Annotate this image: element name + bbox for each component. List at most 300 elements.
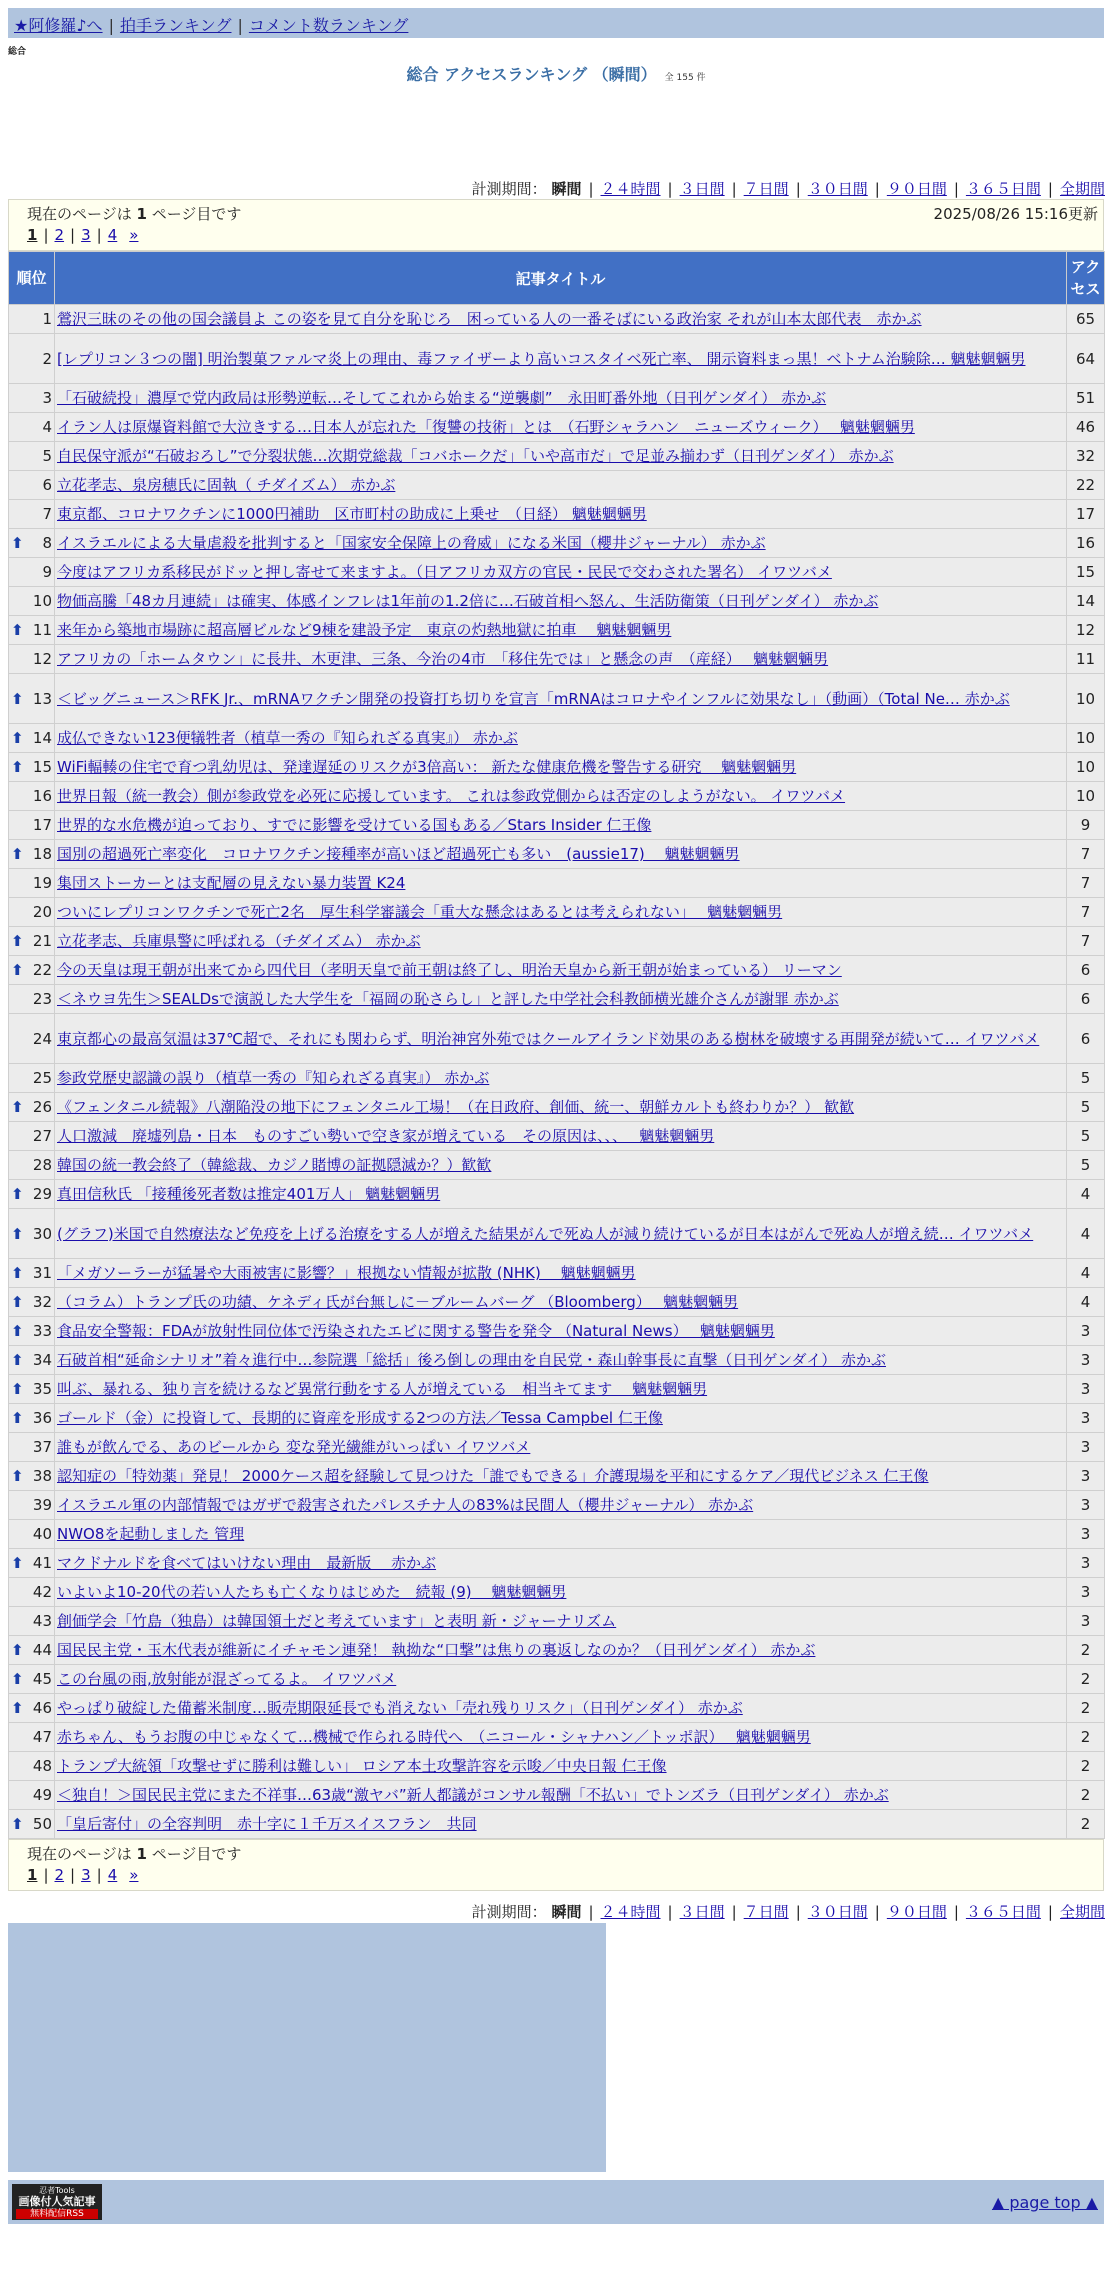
footer-bar: [8, 2180, 1104, 2224]
article-title-link[interactable]: 叫ぶ、暴れる、独り言を続けるなど異常行動をする人が増えている 相当キてます 魑魅魍魎男: [57, 1380, 708, 1398]
nav-separator: |: [237, 16, 243, 35]
rank-cell: [9, 1180, 55, 1209]
rank-cell: [9, 927, 55, 956]
up-arrow-icon: ⬆: [11, 1554, 24, 1572]
access-count: 3: [1067, 1607, 1105, 1636]
table-row: [9, 1064, 1105, 1093]
table-row: [9, 1781, 1105, 1810]
article-title-link[interactable]: 集団ストーカーとは支配層の見えない暴力装置 K24: [57, 874, 406, 892]
article-title-link[interactable]: 国民民主党・玉木代表が維新にイチャモン連発！ 執拗な“口撃”は焦りの裏返しなのか？（日刊ゲンダイ） 赤かぶ: [57, 1641, 816, 1659]
rank-number: 10: [32, 592, 52, 610]
rank-number: 15: [32, 758, 52, 776]
rank-number: 35: [32, 1380, 52, 1398]
title-cell: [55, 1723, 1067, 1752]
article-title-link[interactable]: 国別の超過死亡率変化 コロナワクチン接種率が高いほど超過死亡も多い (aussie17) 魑魅魍魎男: [57, 845, 740, 863]
period-selector-top: 計測期間： 瞬間 | ２４時間 | ３日間 | ７日間 | ３０日間 | ９０日間 | ３６５日間 | 全期間: [471, 180, 1105, 198]
rank-number: 26: [32, 1098, 52, 1116]
rank-number: 8: [42, 534, 52, 552]
table-row: [9, 1636, 1105, 1665]
rank-cell: [9, 1122, 55, 1151]
current-page-text: 現在のページは 1 ページ目です: [27, 205, 242, 223]
table-row: [9, 471, 1105, 500]
rank-number: 30: [32, 1224, 52, 1243]
period-link-all[interactable]: 全期間: [1059, 180, 1105, 198]
article-title-link[interactable]: 世界日報（統一教会）側が参政党を必死に応援しています。 これは参政党側からは否定のしようがない。 イワツバメ: [57, 787, 846, 805]
period-current: 瞬間: [551, 1903, 582, 1921]
title-cell: [55, 1694, 1067, 1723]
nav-link-applause-ranking[interactable]: 拍手ランキング: [119, 16, 232, 35]
table-row: [9, 1694, 1105, 1723]
page-link-4[interactable]: 4: [107, 226, 118, 244]
table-row: [9, 1607, 1105, 1636]
table-row: [9, 985, 1105, 1014]
rank-cell: [9, 898, 55, 927]
access-count: 12: [1067, 616, 1105, 645]
access-count: 6: [1067, 1014, 1105, 1064]
article-title-link[interactable]: この台風の雨,放射能が混ざってるよ。 イワツバメ: [57, 1670, 397, 1688]
article-title-link[interactable]: 成仏できない123便犠牲者（植草一秀の『知られざる真実』） 赤かぶ: [57, 729, 518, 747]
rank-cell: [9, 1014, 55, 1064]
article-title-link[interactable]: 来年から築地市場跡に超高層ビルなど9棟を建設予定 東京の灼熱地獄に拍車 魑魅魍魎男: [57, 621, 672, 639]
current-page-text: 現在のページは 1 ページ目です: [27, 1845, 242, 1863]
title-cell: [55, 1064, 1067, 1093]
header-title: 記事タイトル: [55, 252, 1067, 305]
title-cell: [55, 724, 1067, 753]
table-row: [9, 1723, 1105, 1752]
title-cell: [55, 956, 1067, 985]
article-title-link[interactable]: （コラム）トランプ氏の功績、ケネディ氏が台無しに－ブルームバーグ （Bloomberg） 魑魅魍魎男: [57, 1293, 739, 1311]
table-row: [9, 1404, 1105, 1433]
title-cell: [55, 1180, 1067, 1209]
title-cell: [55, 1578, 1067, 1607]
next-page-link[interactable]: »: [129, 226, 139, 244]
rank-number: 47: [32, 1728, 52, 1746]
table-row: [9, 1346, 1105, 1375]
rank-number: 18: [32, 845, 52, 863]
article-title-link[interactable]: イラン人は原爆資料館で大泣きする…日本人が忘れた「復讐の技術」とは （石野シャラハン ニューズウィーク） 魑魅魍魎男: [57, 418, 915, 436]
rank-cell: [9, 840, 55, 869]
rank-number: 21: [32, 932, 52, 950]
article-title-link[interactable]: イスラエル軍の内部情報ではガザで殺害されたパレスチナ人の83%は民間人（櫻井ジャーナル） 赤かぶ: [57, 1496, 754, 1514]
access-count: 65: [1067, 305, 1105, 334]
period-label: 計測期間：: [471, 180, 547, 198]
rank-cell: [9, 782, 55, 811]
article-title-link[interactable]: アフリカの「ホームタウン」に長井、木更津、三条、今治の4市 「移住先では」と懸念の声 （産経） 魑魅魍魎男: [57, 650, 829, 668]
rank-number: 1: [42, 310, 52, 328]
title-cell: [55, 782, 1067, 811]
access-count: 9: [1067, 811, 1105, 840]
table-row: [9, 674, 1105, 724]
rank-number: 36: [32, 1409, 52, 1427]
rank-cell: [9, 1549, 55, 1578]
rank-number: 14: [32, 729, 52, 747]
up-arrow-icon: ⬆: [11, 932, 24, 950]
up-arrow-icon: ⬆: [11, 1351, 24, 1369]
period-link-all[interactable]: 全期間: [1059, 1903, 1105, 1921]
article-title-link[interactable]: 東京都、コロナワクチンに1000円補助 区市町村の助成に上乗せ （日経） 魑魅魍魎男: [57, 505, 647, 523]
article-title-link[interactable]: 立花孝志、泉房穂氏に固執（ チダイズム） 赤かぶ: [57, 476, 396, 494]
period-link-7d[interactable]: ７日間: [743, 180, 789, 198]
article-title-link[interactable]: 石破首相“延命シナリオ”着々進行中…参院選「総括」後ろ倒しの理由を自民党・森山幹事長に直撃（日刊ゲンダイ） 赤かぶ: [57, 1351, 886, 1369]
title-cell: [55, 1122, 1067, 1151]
table-row: [9, 442, 1105, 471]
article-title-link[interactable]: [レプリコン３つの闇] 明治製菓ファルマ炎上の理由、毒ファイザーより高いコスタイベ死亡率、 開示資料まっ黒！ベトナム治験除… 魑魅魍魎男: [57, 349, 1026, 368]
title-cell: [55, 1259, 1067, 1288]
article-title-link[interactable]: 鶯沢三昧のその他の国会議員よ この姿を見て自分を恥じろ 困っている人の一番そばにいる政治家 それが山本太郎代表 赤かぶ: [57, 310, 922, 328]
rank-number: 24: [32, 1029, 52, 1048]
article-title-link[interactable]: 物価高騰「48カ月連続」は確実、体感インフレは1年前の1.2倍に…石破首相へ怒ん、生活防衛策（日刊ゲンダイ） 赤かぶ: [57, 592, 879, 610]
article-title-link[interactable]: やっぱり破綻した備蓄米制度…販売期限延長でも消えない「売れ残りリスク」（日刊ゲンダイ） 赤かぶ: [57, 1699, 743, 1717]
ad-placeholder: [8, 1923, 606, 2172]
title-cell: [55, 616, 1067, 645]
article-title-link[interactable]: 今の天皇は現王朝が出来てから四代目（孝明天皇で前王朝は終了し、明治天皇から新王朝が始まっている） リーマン: [57, 961, 842, 979]
rank-cell: [9, 674, 55, 724]
rank-cell: [9, 645, 55, 674]
access-count: 5: [1067, 1122, 1105, 1151]
title-cell: [55, 1462, 1067, 1491]
rank-cell: [9, 1433, 55, 1462]
rank-number: 50: [32, 1815, 52, 1833]
title-cell: [55, 305, 1067, 334]
up-arrow-icon: ⬆: [11, 961, 24, 979]
article-title-link[interactable]: 人口激減 廃墟列島・日本 ものすごい勢いで空き家が増えている その原因は、、、 魑魅魍魎男: [57, 1127, 715, 1145]
rank-cell: [9, 471, 55, 500]
nav-separator: |: [108, 16, 114, 35]
title-cell: [55, 1209, 1067, 1259]
period-link-24h[interactable]: ２４時間: [600, 180, 661, 198]
article-title-link[interactable]: マクドナルドを食べてはいけない理由 最新版 赤かぶ: [57, 1554, 437, 1572]
access-count: 3: [1067, 1375, 1105, 1404]
title-cell: [55, 334, 1067, 384]
title-cell: [55, 811, 1067, 840]
rank-number: 38: [32, 1467, 52, 1485]
access-count: 10: [1067, 782, 1105, 811]
table-row: [9, 1014, 1105, 1064]
article-title-link[interactable]: 食品安全警報：FDAが放射性同位体で汚染されたエビに関する警告を発令 （Natural News） 魑魅魍魎男: [57, 1322, 775, 1340]
table-row: [9, 1665, 1105, 1694]
up-arrow-icon: ⬆: [11, 1467, 24, 1485]
access-count: 7: [1067, 869, 1105, 898]
title-cell: [55, 1491, 1067, 1520]
table-header-row: [9, 252, 1105, 305]
period-link-30d[interactable]: ３０日間: [807, 180, 868, 198]
title-cell: [55, 927, 1067, 956]
article-title-link[interactable]: イスラエルによる大量虐殺を批判すると「国家安全保障上の脅威」になる米国（櫻井ジャーナル） 赤かぶ: [57, 534, 766, 552]
rank-cell: [9, 811, 55, 840]
access-count: 2: [1067, 1636, 1105, 1665]
title-cell: [55, 1375, 1067, 1404]
up-arrow-icon: ⬆: [11, 1699, 24, 1717]
table-row: [9, 898, 1105, 927]
rank-number: 27: [32, 1127, 52, 1145]
rank-number: 41: [32, 1554, 52, 1572]
article-title-link[interactable]: 創価学会「竹島（独島）は韓国領土だと考えています」と表明 新・ジャーナリズム: [57, 1612, 617, 1630]
period-link-30d[interactable]: ３０日間: [807, 1903, 868, 1921]
rank-cell: [9, 956, 55, 985]
table-row: [9, 1375, 1105, 1404]
up-arrow-icon: ⬆: [11, 689, 24, 708]
table-row: [9, 305, 1105, 334]
period-link-7d[interactable]: ７日間: [743, 1903, 789, 1921]
table-row: [9, 1433, 1105, 1462]
access-count: 4: [1067, 1209, 1105, 1259]
access-count: 10: [1067, 724, 1105, 753]
table-row: [9, 1151, 1105, 1180]
article-title-link[interactable]: 「皇后寄付」の全容判明 赤十字に１千万スイスフラン 共同: [57, 1815, 477, 1833]
access-count: 51: [1067, 384, 1105, 413]
access-count: 6: [1067, 956, 1105, 985]
title-cell: [55, 529, 1067, 558]
rank-cell: [9, 500, 55, 529]
table-row: [9, 840, 1105, 869]
rank-cell: [9, 1209, 55, 1259]
title-cell: [55, 1288, 1067, 1317]
rank-cell: [9, 869, 55, 898]
article-title-link[interactable]: いよいよ10-20代の若い人たちも亡くなりはじめた 続報 (9) 魑魅魍魎男: [57, 1583, 567, 1601]
article-title-link[interactable]: トランプ大統領「攻撃せずに勝利は難しい」 ロシア本土攻撃許容を示唆／中央日報 仁王像: [57, 1757, 667, 1775]
period-link-24h[interactable]: ２４時間: [600, 1903, 661, 1921]
table-row: [9, 1093, 1105, 1122]
rank-number: 7: [42, 505, 52, 523]
article-title-link[interactable]: 「石破続投」濃厚で党内政局は形勢逆転…そしてこれから始まる“逆襲劇” 永田町番外地（日刊ゲンダイ） 赤かぶ: [57, 389, 827, 407]
rank-cell: [9, 384, 55, 413]
article-title-link[interactable]: 東京都心の最高気温は37℃超で、それにも関わらず、明治神宮外苑ではクールアイランド効果のある樹林を破壊する再開発が続いて… イワツバメ: [57, 1029, 1040, 1048]
rank-number: 43: [32, 1612, 52, 1630]
access-count: 2: [1067, 1781, 1105, 1810]
access-count: 5: [1067, 1151, 1105, 1180]
ranking-table: [8, 251, 1105, 1839]
table-row: [9, 753, 1105, 782]
up-arrow-icon: ⬆: [11, 621, 24, 639]
rank-cell: [9, 1375, 55, 1404]
rank-cell: [9, 413, 55, 442]
article-title-link[interactable]: 自民保守派が“石破おろし”で分裂状態…次期党総裁「コバホークだ」「いや高市だ」で足並み揃わず（日刊ゲンダイ） 赤かぶ: [57, 447, 894, 465]
title-cell: [55, 384, 1067, 413]
rank-cell: [9, 334, 55, 384]
access-count: 32: [1067, 442, 1105, 471]
rank-cell: [9, 1752, 55, 1781]
page-top-link[interactable]: ▲ page top ▲: [991, 2193, 1098, 2212]
access-count: 4: [1067, 1180, 1105, 1209]
article-title-link[interactable]: 「メガソーラーが猛暑や大雨被害に影響？」根拠ない情報が拡散 (NHK) 魑魅魍魎男: [57, 1264, 636, 1282]
article-title-link[interactable]: ゴールド（金）に投資して、長期的に資産を形成する2つの方法／Tessa Campbel 仁王像: [57, 1409, 663, 1427]
page-link-4[interactable]: 4: [107, 1866, 118, 1884]
up-arrow-icon: ⬆: [11, 1185, 24, 1203]
rank-cell: [9, 587, 55, 616]
access-count: 7: [1067, 927, 1105, 956]
rank-number: 6: [42, 476, 52, 494]
table-row: [9, 558, 1105, 587]
title-cell: [55, 1636, 1067, 1665]
table-row: [9, 1317, 1105, 1346]
article-title-link[interactable]: (グラフ)米国で自然療法など免疫を上げる治療をする人が増えた結果がんで死ぬ人が減り続けているが日本はがんで死ぬ人が増え続… イワツバメ: [57, 1224, 1034, 1243]
title-cell: [55, 1752, 1067, 1781]
rank-cell: [9, 1151, 55, 1180]
title-cell: [55, 898, 1067, 927]
rank-cell: [9, 1694, 55, 1723]
rank-number: 13: [32, 689, 52, 708]
table-row: [9, 616, 1105, 645]
article-title-link[interactable]: 韓国の統一教会終了（韓総裁、カジノ賭博の証拠隠滅か？）歓歓: [57, 1156, 492, 1174]
rank-number: 48: [32, 1757, 52, 1775]
up-arrow-icon: ⬆: [11, 1224, 24, 1243]
rank-cell: [9, 1665, 55, 1694]
table-row: [9, 956, 1105, 985]
article-title-link[interactable]: 真田信秋氏 「接種後死者数は推定401万人」 魑魅魍魎男: [57, 1185, 441, 1203]
page-link-2[interactable]: 2: [54, 226, 65, 244]
title-cell: [55, 413, 1067, 442]
rank-cell: [9, 1636, 55, 1665]
page-link-1[interactable]: 1: [27, 1866, 38, 1884]
article-title-link[interactable]: 認知症の「特効薬」発見！ 2000ケース超を経験して見つけた「誰でもできる」介護現場を平和にするケア／現代ビジネス 仁王像: [57, 1467, 929, 1485]
rank-number: 44: [32, 1641, 52, 1659]
rank-cell: [9, 1346, 55, 1375]
table-row: [9, 927, 1105, 956]
header-access: アクセス: [1067, 252, 1105, 305]
rank-number: 2: [42, 349, 52, 368]
table-row: [9, 1578, 1105, 1607]
article-title-link[interactable]: 参政党歴史認識の誤り（植草一秀の『知られざる真実』） 赤かぶ: [57, 1069, 490, 1087]
rank-number: 29: [32, 1185, 52, 1203]
rank-number: 46: [32, 1699, 52, 1717]
period-link-90d[interactable]: ９０日間: [886, 1903, 947, 1921]
article-title-link[interactable]: ＜独自！＞国民民主党にまた不祥事…63歳“激ヤバ”新人都議がコンサル報酬「不払い」でトンズラ（日刊ゲンダイ） 赤かぶ: [57, 1786, 889, 1804]
page-link-1[interactable]: 1: [27, 226, 38, 244]
article-title-link[interactable]: 赤ちゃん、もうお腹の中じゃなくて…機械で作られる時代へ （ニコール・シャナハン／トッポ訳） 魑魅魍魎男: [57, 1728, 811, 1746]
up-arrow-icon: ⬆: [11, 1098, 24, 1116]
access-count: 5: [1067, 1064, 1105, 1093]
access-count: 10: [1067, 753, 1105, 782]
up-arrow-icon: ⬆: [11, 1264, 24, 1282]
article-title-link[interactable]: 《フェンタニル続報》八潮陥没の地下にフェンタニル工場！（在日政府、創価、統一、朝鮮カルトも終わりか？） 歓歓: [57, 1098, 855, 1116]
table-row: [9, 529, 1105, 558]
table-row: [9, 1209, 1105, 1259]
rank-number: 39: [32, 1496, 52, 1514]
rank-number: 34: [32, 1351, 52, 1369]
pager-top: [8, 199, 1104, 251]
nav-link-comment-ranking[interactable]: コメント数ランキング: [248, 16, 409, 35]
ninja-tools-logo[interactable]: 忍者Tools 画像付人気記事 無料配信RSS: [12, 2184, 102, 2220]
article-title-link[interactable]: NWO8を起動しました 管理: [57, 1525, 245, 1543]
table-row: [9, 1122, 1105, 1151]
up-arrow-icon: ⬆: [11, 845, 24, 863]
title-cell: [55, 1549, 1067, 1578]
period-link-90d[interactable]: ９０日間: [886, 180, 947, 198]
up-arrow-icon: ⬆: [11, 729, 24, 747]
title-cell: [55, 558, 1067, 587]
table-row: [9, 811, 1105, 840]
rank-number: 5: [42, 447, 52, 465]
access-count: 6: [1067, 985, 1105, 1014]
table-row: [9, 1491, 1105, 1520]
table-row: [9, 645, 1105, 674]
nav-link-asyura[interactable]: ★阿修羅♪へ: [14, 16, 103, 35]
rank-number: 49: [32, 1786, 52, 1804]
period-link-365d[interactable]: ３６５日間: [965, 1903, 1041, 1921]
access-count: 7: [1067, 840, 1105, 869]
article-title-link[interactable]: ＜ビッグニュース＞RFK Jr.、mRNAワクチン開発の投資打ち切りを宣言「mRNAはコロナやインフルに効果なし」（動画）（Total Ne… 赤かぶ: [57, 689, 1010, 708]
access-count: 4: [1067, 1259, 1105, 1288]
page-title-text: 総合 アクセスランキング （瞬間）: [406, 65, 657, 84]
table-row: [9, 384, 1105, 413]
up-arrow-icon: ⬆: [11, 1409, 24, 1427]
up-arrow-icon: ⬆: [11, 758, 24, 776]
category-label: 総合: [8, 47, 27, 57]
title-cell: [55, 674, 1067, 724]
title-cell: [55, 442, 1067, 471]
access-count: 3: [1067, 1462, 1105, 1491]
rank-cell: [9, 1259, 55, 1288]
title-cell: [55, 1520, 1067, 1549]
access-count: 3: [1067, 1317, 1105, 1346]
period-link-3d[interactable]: ３日間: [679, 1903, 725, 1921]
access-count: 2: [1067, 1694, 1105, 1723]
up-arrow-icon: ⬆: [11, 534, 24, 552]
page-link-2[interactable]: 2: [54, 1866, 65, 1884]
article-title-link[interactable]: WiFi輻輳の住宅で育つ乳幼児は、発達遅延のリスクが3倍高い： 新たな健康危機を警告する研究 魑魅魍魎男: [57, 758, 797, 776]
title-cell: [55, 587, 1067, 616]
rank-number: 45: [32, 1670, 52, 1688]
page-links: 1 | 2 | 3 | 4 »: [27, 226, 139, 244]
rank-cell: [9, 1578, 55, 1607]
page-link-3[interactable]: 3: [81, 1866, 91, 1884]
access-count: 16: [1067, 529, 1105, 558]
article-title-link[interactable]: 誰もが飲んでる、あのビールから 変な発光繊維がいっぱい イワツバメ: [57, 1438, 531, 1456]
up-arrow-icon: ⬆: [11, 1380, 24, 1398]
rank-cell: [9, 1491, 55, 1520]
rank-cell: [9, 1781, 55, 1810]
period-link-3d[interactable]: ３日間: [679, 180, 725, 198]
table-row: [9, 1462, 1105, 1491]
title-cell: [55, 840, 1067, 869]
rank-cell: [9, 529, 55, 558]
access-count: 17: [1067, 500, 1105, 529]
article-title-link[interactable]: ついにレプリコンワクチンで死亡2名 厚生科学審議会「重大な懸念はあるとは考えられない」 魑魅魍魎男: [57, 903, 783, 921]
article-title-link[interactable]: 世界的な水危機が迫っており、すでに影響を受けている国もある／Stars Insider 仁王像: [57, 816, 652, 834]
period-link-365d[interactable]: ３６５日間: [965, 180, 1041, 198]
rank-number: 17: [32, 816, 52, 834]
up-arrow-icon: ⬆: [11, 1815, 24, 1833]
access-count: 3: [1067, 1346, 1105, 1375]
article-title-link[interactable]: ＜ネウヨ先生＞SEALDsで演説した大学生を「福岡の恥さらし」と評した中学社会科教師横光雄介さんが謝罪 赤かぶ: [57, 990, 839, 1008]
access-count: 15: [1067, 558, 1105, 587]
rank-number: 19: [32, 874, 52, 892]
article-title-link[interactable]: 今度はアフリカ系移民がドッと押し寄せて来ますよ。（日アフリカ双方の官民・民民で交わされた署名） イワツバメ: [57, 563, 832, 581]
access-count: 14: [1067, 587, 1105, 616]
access-count: 10: [1067, 674, 1105, 724]
table-row: [9, 587, 1105, 616]
up-arrow-icon: ⬆: [11, 1322, 24, 1340]
rank-number: 28: [32, 1156, 52, 1174]
pager-bottom: [8, 1839, 1104, 1891]
updated-timestamp: 2025/08/26 15:16更新: [933, 205, 1098, 223]
access-count: 11: [1067, 645, 1105, 674]
total-count: 全 155 件: [664, 73, 706, 83]
period-label: 計測期間：: [471, 1903, 547, 1921]
up-arrow-icon: ⬆: [11, 1293, 24, 1311]
access-count: 3: [1067, 1433, 1105, 1462]
rank-number: 9: [42, 563, 52, 581]
title-cell: [55, 1607, 1067, 1636]
next-page-link[interactable]: »: [129, 1866, 139, 1884]
table-row: [9, 724, 1105, 753]
top-nav-bar: [8, 8, 1104, 38]
rank-cell: [9, 1520, 55, 1549]
page-link-3[interactable]: 3: [81, 226, 91, 244]
rank-number: 22: [32, 961, 52, 979]
rank-number: 25: [32, 1069, 52, 1087]
article-title-link[interactable]: 立花孝志、兵庫県警に呼ばれる（チダイズム） 赤かぶ: [57, 932, 421, 950]
